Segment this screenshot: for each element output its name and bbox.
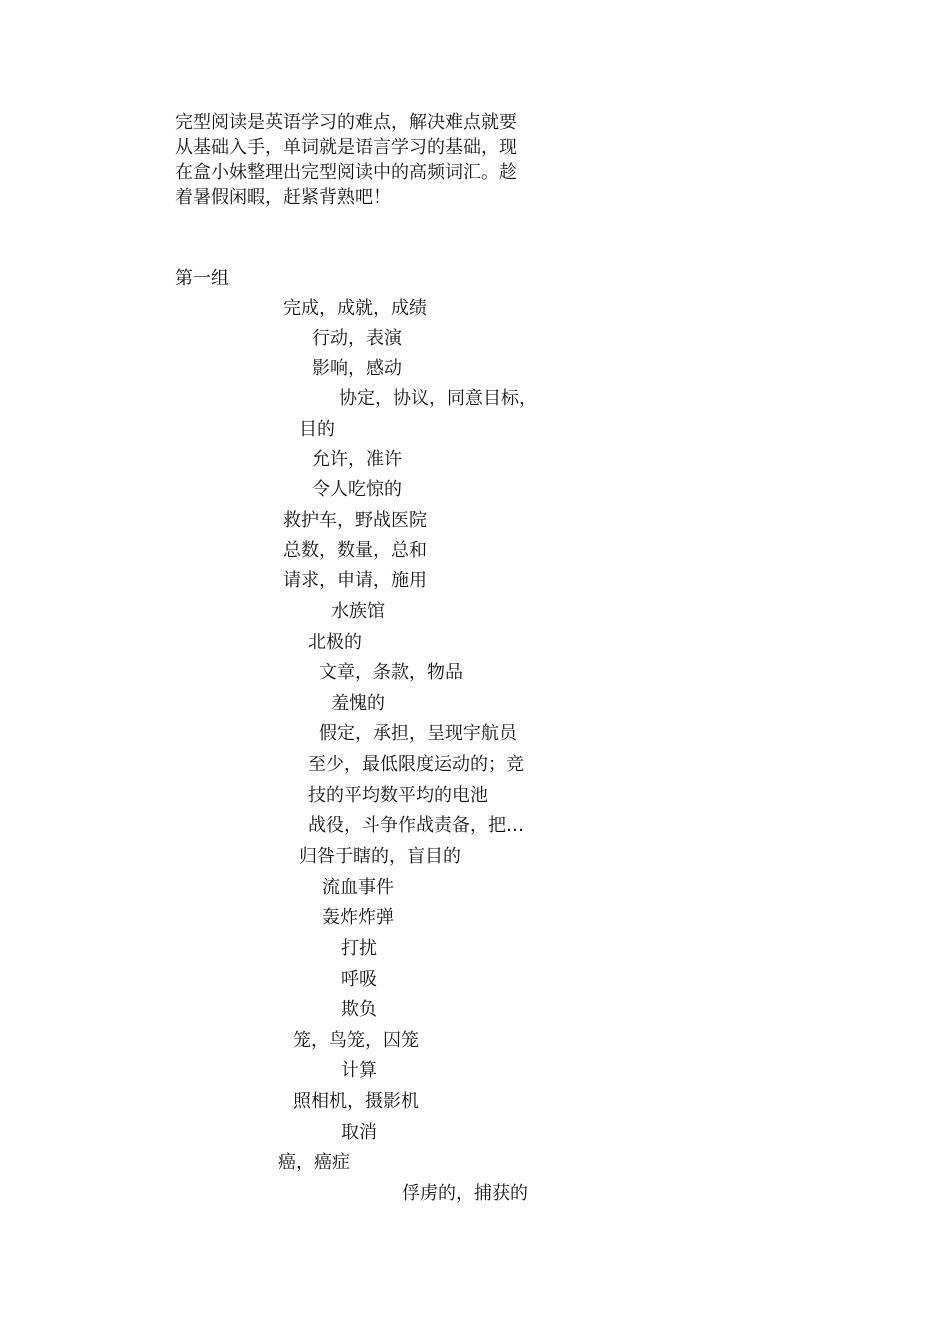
vocab-entry: 文章，条款，物品 xyxy=(319,662,463,683)
vocab-entry: 行动，表演 xyxy=(312,328,402,349)
vocab-entry: 北极的 xyxy=(308,632,362,653)
intro-line: 从基础入手，单词就是语言学习的基础，现 xyxy=(175,137,517,158)
group-heading: 第一组 xyxy=(175,268,229,289)
vocab-entry: 计算 xyxy=(341,1060,377,1081)
vocab-entry: 照相机，摄影机 xyxy=(293,1091,419,1112)
vocab-entry: 归咎于瞎的，盲目的 xyxy=(299,846,461,867)
vocab-entry: 俘虏的，捕获的 xyxy=(402,1183,528,1204)
vocab-entry: 救护车，野战医院 xyxy=(283,510,427,531)
vocab-entry: 取消 xyxy=(341,1122,377,1143)
vocab-entry: 影响，感动 xyxy=(312,358,402,379)
vocab-entry: 协定，协议，同意目标， xyxy=(339,388,537,409)
vocab-entry: 欺负 xyxy=(341,999,377,1020)
vocab-entry: 目的 xyxy=(299,419,335,440)
vocab-entry: 战役，斗争作战责备，把… xyxy=(308,815,524,836)
intro-line: 着暑假闲暇，赶紧背熟吧！ xyxy=(175,187,391,208)
vocab-entry: 呼吸 xyxy=(341,969,377,990)
vocab-entry: 总数，数量，总和 xyxy=(283,540,427,561)
vocab-entry: 笼，鸟笼，囚笼 xyxy=(293,1030,419,1051)
vocab-entry: 至少，最低限度运动的；竞 xyxy=(308,754,524,775)
vocab-entry: 癌，癌症 xyxy=(278,1152,350,1173)
vocab-entry: 假定，承担，呈现宇航员 xyxy=(319,723,517,744)
vocab-entry: 轰炸炸弹 xyxy=(322,907,394,928)
vocab-entry: 打扰 xyxy=(341,938,377,959)
intro-line: 在盒小妹整理出完型阅读中的高频词汇。趁 xyxy=(175,162,517,183)
vocab-entry: 令人吃惊的 xyxy=(312,479,402,500)
intro-line: 完型阅读是英语学习的难点，解决难点就要 xyxy=(175,112,517,133)
vocab-entry: 羞愧的 xyxy=(331,693,385,714)
vocab-entry: 技的平均数平均的电池 xyxy=(308,785,488,806)
vocab-entry: 请求，申请，施用 xyxy=(283,570,427,591)
vocab-entry: 水族馆 xyxy=(331,601,385,622)
intro-paragraph xyxy=(175,110,550,210)
vocab-entry: 允许，准许 xyxy=(312,449,402,470)
vocab-entry: 流血事件 xyxy=(322,877,394,898)
vocab-entry: 完成，成就，成绩 xyxy=(283,298,427,319)
